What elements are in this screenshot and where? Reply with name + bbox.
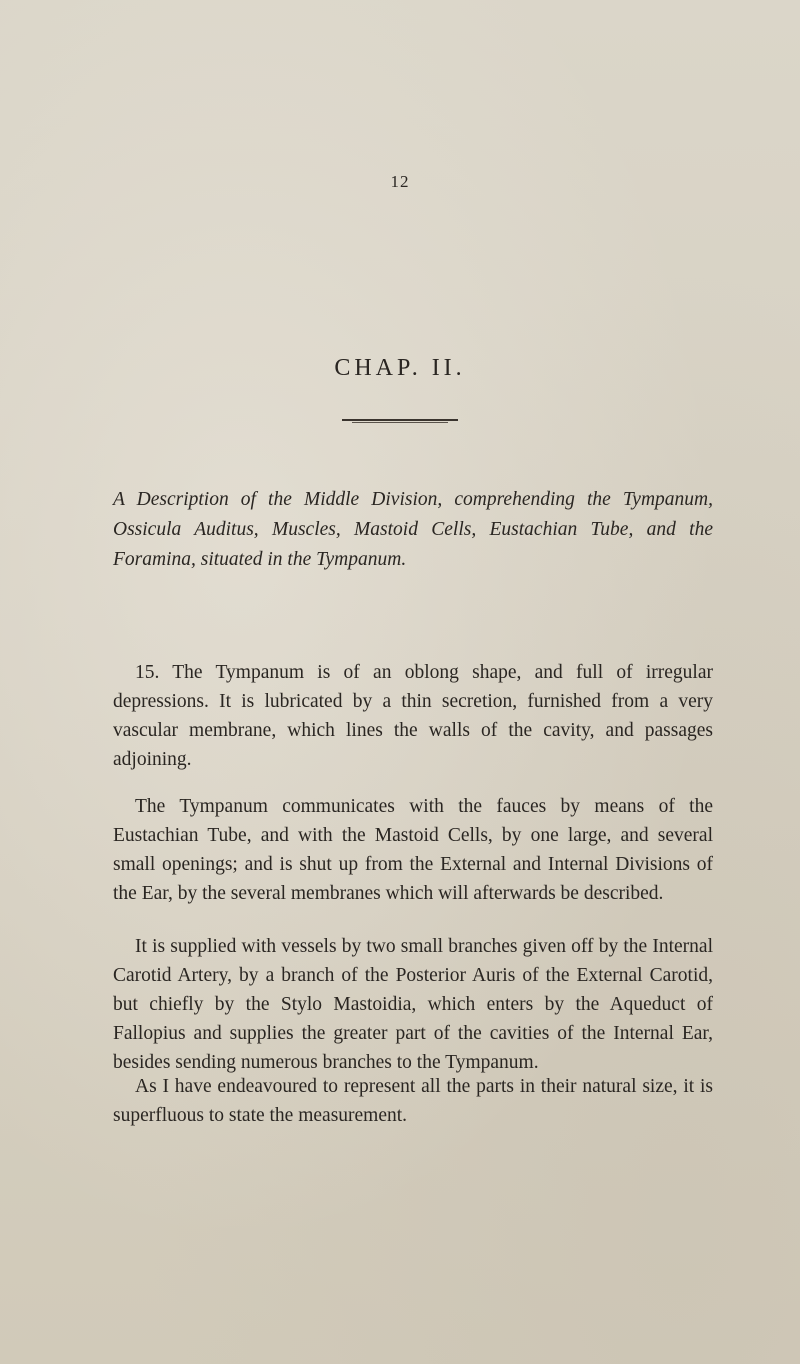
paragraph-text: 15. The Tympanum is of an oblong shape, and full of irregular depressions. It is lubricated by a thin secretion, furnished from a very vascular membrane, which lines the walls of the cavity, and passages adjoining. xyxy=(113,662,713,770)
paragraph-1 xyxy=(113,658,713,774)
paragraph-4 xyxy=(113,1072,713,1130)
chapter-description xyxy=(113,485,713,575)
rule-thick-line xyxy=(342,419,458,421)
paragraph-2 xyxy=(113,792,713,908)
paragraph-text: It is supplied with vessels by two small branches given off by the Internal Carotid Artery, by a branch of the Posterior Auris of the External Carotid, but chiefly by the Stylo Mastoidia, which enters by the Aqueduct of Fallopius and supplies the greater part of the cavities of the Internal Ear, besides sending numerous branches to the Tympanum. xyxy=(113,936,713,1073)
paragraph-3 xyxy=(113,932,713,1077)
page-number: 12 xyxy=(390,172,410,191)
chapter-description-text: A Description of the Middle Division, comprehending the Tympanum, Ossicula Auditus, Muscles, Mastoid Cells, Eustachian Tube, and the Foramina, situated in the Tympanum. xyxy=(113,489,713,570)
paragraph-text: The Tympanum communicates with the fauces by means of the Eustachian Tube, and with the Mastoid Cells, by one large, and several small openings; and is shut up from the External and Internal Divisions of the Ear, by the several membranes which will afterwards be described. xyxy=(113,796,713,904)
chapter-heading: CHAP. II. xyxy=(334,355,466,381)
ornamental-rule xyxy=(342,419,458,423)
rule-thin-line xyxy=(352,422,448,423)
paragraph-text: As I have endeavoured to represent all the parts in their natural size, it is superfluous to state the measurement. xyxy=(113,1076,713,1126)
